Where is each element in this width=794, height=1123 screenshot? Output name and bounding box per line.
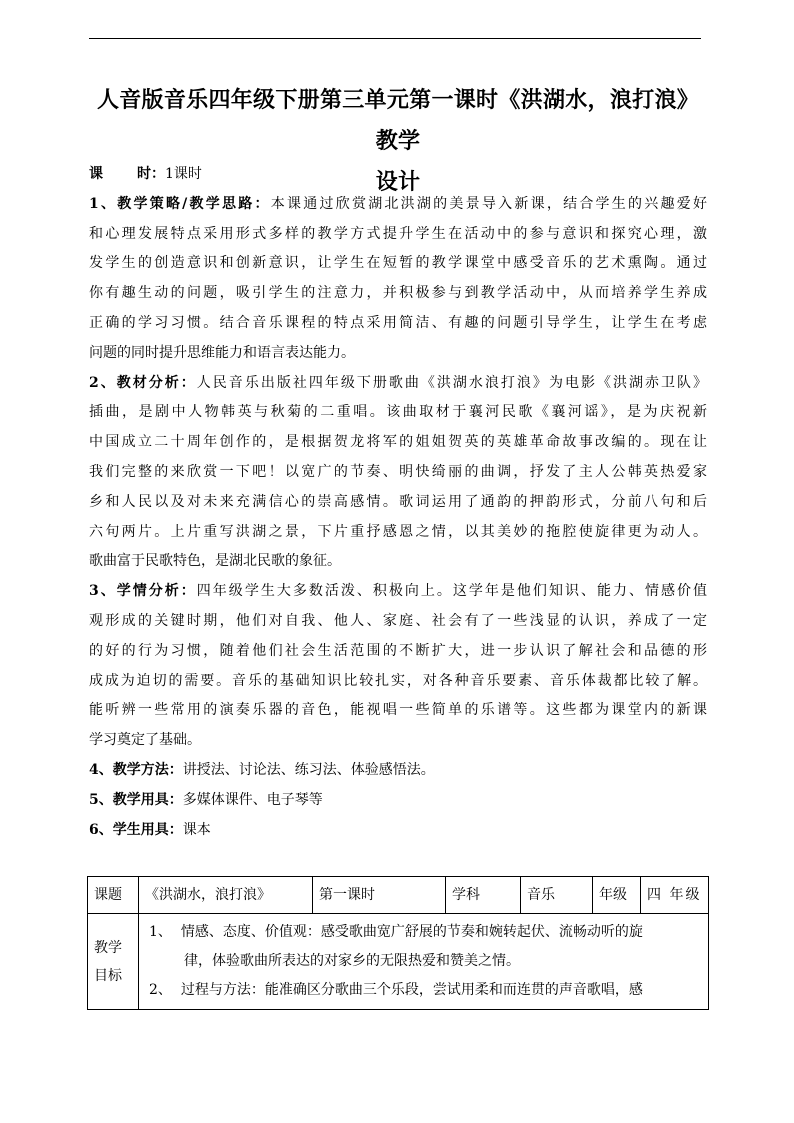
learner-line-2: 观形成的关键时期，他们对自我、他人、家庭、社会有了一些浅显的认识，养成了一定	[89, 612, 707, 629]
material-line-3: 中国成立二十周年创作的，是根据贺龙将军的姐姐贺英的英雄革命故事改编的。现在让	[89, 434, 707, 451]
class-hours	[89, 160, 707, 190]
goal-item-1: 1、 情感、态度、价值观：感受歌曲宽广舒展的节奏和婉转起伏、流畅动听的旋	[149, 924, 643, 940]
header-rule	[89, 38, 701, 39]
learner-label: 3、学情分析：	[89, 583, 197, 600]
method-label: 4、教学方法：	[89, 761, 183, 778]
student-tools-label: 6、学生用具：	[89, 821, 183, 838]
material-label: 2、教材分析：	[89, 374, 197, 391]
goals-content-cell	[139, 914, 709, 1010]
strategy-line-3: 发学生的创造意识和创新意识，让学生在短暂的教学课堂中感受音乐的艺术熏陶。通过	[89, 255, 707, 272]
material-line-7: 歌曲富于民歌特色，是湖北民歌的象征。	[89, 553, 341, 570]
material-line-4: 我们完整的来欣赏一下吧！以宽广的节奏、明快绮丽的曲调，抒发了主人公韩英热爱家	[89, 463, 707, 480]
goals-label-cell: 教学目标	[88, 914, 139, 1010]
strategy-line-1: 1、教学策略/教学思路：本课通过欣赏湖北洪湖的美景导入新课，结合学生的兴趣爱好	[89, 195, 708, 212]
material-line-1: 2、教材分析：人民音乐出版社四年级下册歌曲《洪湖水浪打浪》为电影《洪湖赤卫队》	[89, 374, 707, 391]
grade-value-cell: 四 年级	[641, 877, 709, 914]
class-hours-value: 1课时	[165, 166, 202, 182]
strategy-label: 1、教学策略/教学思路：	[89, 195, 271, 212]
lesson-table	[87, 876, 709, 1010]
table-header-row	[88, 877, 709, 914]
learner-line-5: 能听辨一些常用的演奏乐器的音色，能视唱一些简单的乐谱等。这些都为课堂内的新课	[89, 702, 707, 719]
class-hours-label-a: 课	[89, 166, 103, 182]
title-line-2: 设计	[375, 169, 421, 195]
grade-label-cell: 年级	[593, 877, 641, 914]
period-cell: 第一课时	[313, 877, 446, 914]
strategy-line-2: 和心理发展特点采用形式多样的教学方式提升学生在活动中的参与意识和探究心理，激	[89, 225, 707, 242]
strategy-line-6: 问题的同时提升思维能力和语言表达能力。	[89, 344, 355, 361]
goals-row	[88, 914, 709, 1010]
tools-label: 5、教学用具：	[89, 791, 183, 808]
material-line-6: 六句两片。上片重写洪湖之景，下片重抒感恩之情，以其美妙的拖腔使旋律更为动人。	[89, 523, 707, 540]
document-body	[89, 160, 707, 845]
topic-value-cell: 《洪湖水，浪打浪》	[139, 877, 313, 914]
learner-line-6: 学习奠定了基础。	[89, 732, 201, 749]
goal-item-2: 2、 过程与方法：能准确区分歌曲三个乐段，尝试用柔和而连贯的声音歌唱，感	[149, 982, 643, 998]
learner-line-1: 3、学情分析：四年级学生大多数活泼、积极向上。这学年是他们知识、能力、情感价值	[89, 583, 707, 600]
strategy-line-5: 正确的学习习惯。结合音乐课程的特点采用简洁、有趣的问题引导学生，让学生在考虑	[89, 314, 707, 331]
subject-label-cell: 学科	[446, 877, 521, 914]
title-line-1: 人音版音乐四年级下册第三单元第一课时《洪湖水，浪打浪》教学	[96, 87, 700, 154]
tools-line: 5、教学用具：多媒体课件、电子琴等	[89, 791, 323, 808]
goal-item-1-cont: 律，体验歌曲所表达的对家乡的无限热爱和赞美之情。	[184, 953, 520, 969]
student-tools-line: 6、学生用具：课本	[89, 821, 211, 838]
subject-value-cell: 音乐	[521, 877, 593, 914]
class-hours-label-b: 时：	[137, 166, 165, 182]
topic-label-cell: 课题	[88, 877, 139, 914]
material-line-2: 插曲，是剧中人物韩英与秋菊的二重唱。该曲取材于襄河民歌《襄河谣》，是为庆祝新	[89, 404, 707, 421]
material-line-5: 乡和人民以及对未来充满信心的崇高感情。歌词运用了通韵的押韵形式，分前八句和后	[89, 493, 707, 510]
strategy-line-4: 你有趣生动的问题，吸引学生的注意力，并积极参与到教学活动中，从而培养学生养成	[89, 285, 707, 302]
learner-line-4: 成成为迫切的需要。音乐的基础知识比较扎实，对各种音乐要素、音乐体裁都比较了解。	[89, 672, 707, 689]
learner-line-3: 的好的行为习惯，随着他们社会生活范围的不断扩大，进一步认识了解社会和品德的形	[89, 642, 707, 659]
method-line: 4、教学方法：讲授法、讨论法、练习法、体验感悟法。	[89, 761, 435, 778]
